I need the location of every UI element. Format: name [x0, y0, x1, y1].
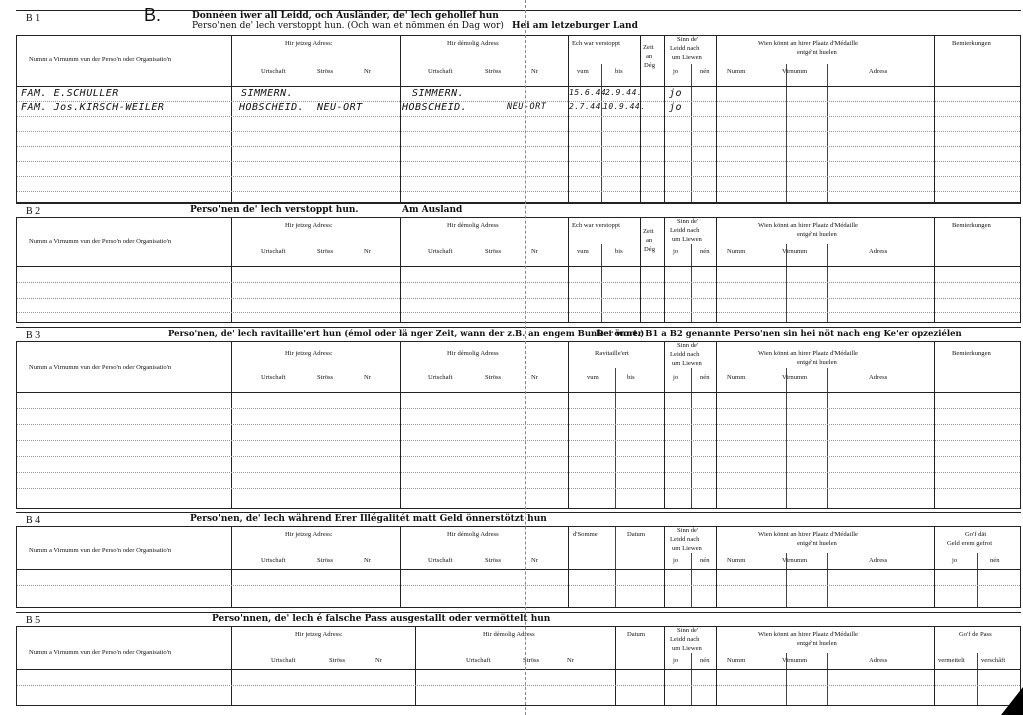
section-title: Perso'nen de' lech verstoppt hun. — [190, 205, 359, 215]
header-liewen: um Liewen — [672, 360, 702, 367]
entry-old-town: HOBSCHEID. — [402, 102, 468, 113]
header-jo: jo — [673, 68, 679, 75]
header-vum: vum — [587, 374, 599, 381]
header-wien: Wien könnt an hirer Plaatz d'Médaille — [758, 531, 858, 538]
header-vum: vum — [577, 248, 589, 255]
header-leidd: Leidd nach — [670, 351, 700, 358]
form-heading-1: Donnéen iwer all Leidd, och Ausländer, de' lech gehollef hun — [192, 11, 499, 21]
form-heading-2: Perso'nen de' lech verstoppt hun. (Och wan et nömmen én Dag wor) — [192, 21, 504, 31]
header-datum: Datum — [627, 631, 645, 638]
header-nr: Nr — [531, 248, 538, 255]
section-title: Perso'nnen, de' lech é falsche Pass ausgestallt oder vermöttelt hun — [212, 614, 551, 624]
section-extra: Am Ausland — [402, 205, 463, 215]
header-name: Numm a Virnumm vun der Perso'n oder Organisatio'n — [29, 547, 172, 554]
header-vermettelt: vermettelt — [938, 657, 965, 664]
header-stross: Ströss — [317, 557, 334, 564]
entry-bis: 2.9.44. — [605, 88, 643, 97]
header-nen: nén — [700, 657, 710, 664]
header-urtschaft: Urtschaft — [261, 557, 286, 564]
table-b2 — [16, 217, 1021, 323]
header-deg: Dég — [644, 62, 655, 69]
table-b1 — [16, 35, 1021, 203]
header-bis: bis — [615, 248, 623, 255]
header-sinn: Sinn de' — [677, 527, 699, 534]
header-numm: Numm — [727, 657, 746, 664]
header-zeit: Zeit — [643, 228, 654, 235]
section-id: B 2 — [26, 206, 41, 217]
header-bis: bis — [627, 374, 635, 381]
header-urtschaft: Urtschaft — [261, 374, 286, 381]
header-nr: Nr — [364, 374, 371, 381]
entry-bis: 10.9.44. — [603, 102, 646, 111]
header-old-address: Hir démolig Adress — [447, 350, 499, 357]
form-letter: B. — [144, 5, 162, 25]
header-zeit: Zeit — [643, 44, 654, 51]
entry-vum: 15.6.44. — [569, 88, 612, 97]
header-adress: Adress — [869, 657, 888, 664]
header-wien: Wien könnt an hirer Plaatz d'Médaille — [758, 222, 858, 229]
header-entgent: entgé'nt huelen — [797, 540, 837, 547]
header-an: an — [646, 53, 653, 60]
header-jo: jo — [952, 557, 958, 564]
header-bemierkungen: Bemierkungen — [952, 222, 991, 229]
table-b4 — [16, 526, 1021, 608]
section-id: B 3 — [26, 330, 41, 341]
header-entgent: entgé'nt huelen — [797, 640, 837, 647]
entry-jo: jo — [669, 102, 683, 113]
page-corner — [1001, 687, 1023, 715]
header-deg: Dég — [644, 246, 655, 253]
header-verstoppt: Ech war verstoppt — [572, 40, 620, 47]
header-verstoppt: Ech war verstoppt — [572, 222, 620, 229]
section-title: Perso'nen, de' lech während Erer Illégalitét matt Geld önnerstötzt hun — [190, 514, 547, 524]
header-gof-pass: Go'f de Pass — [959, 631, 992, 638]
header-name: Numm a Virnumm vun der Perso'n oder Organisatio'n — [29, 238, 172, 245]
header-urtschaft: Urtschaft — [261, 248, 286, 255]
header-nr: Nr — [364, 557, 371, 564]
header-urtschaft: Urtschaft — [428, 68, 453, 75]
header-vum: vum — [577, 68, 589, 75]
header-adress: Adress — [869, 557, 888, 564]
header-name: Numm a Virnumm vun der Perso'n oder Organisatio'n — [29, 56, 172, 63]
header-stross: Ströss — [485, 374, 502, 381]
header-nr: Nr — [364, 68, 371, 75]
header-bis: bis — [615, 68, 623, 75]
header-cur-address: Hir jetzeg Adress: — [285, 40, 333, 47]
header-datum: Datum — [627, 531, 645, 538]
header-adress: Adress — [869, 68, 888, 75]
header-jo: jo — [673, 557, 679, 564]
header-liewen: um Liewen — [672, 54, 702, 61]
header-urtschaft: Urtschaft — [271, 657, 296, 664]
header-urtschaft: Urtschaft — [466, 657, 491, 664]
header-urtschaft: Urtschaft — [428, 374, 453, 381]
header-cur-address: Hir jetzeg Adress: — [295, 631, 343, 638]
header-nen: nén — [700, 248, 710, 255]
section-b2 — [16, 203, 1021, 324]
header-stross: Ströss — [485, 68, 502, 75]
entry-cur-street: NEU-ORT — [317, 102, 363, 113]
header-numm: Numm — [727, 68, 746, 75]
entry-old-town: SIMMERN. — [412, 88, 465, 99]
header-stross: Ströss — [317, 248, 334, 255]
header-bemierkungen: Bemierkungen — [952, 40, 991, 47]
header-entgent: entgé'nt huelen — [797, 231, 837, 238]
entry-jo: jo — [669, 88, 683, 99]
header-virnumm: Virnumm — [782, 68, 808, 75]
header-old-address: Hir démolig Adress — [447, 531, 499, 538]
header-nr: Nr — [567, 657, 574, 664]
header-nen: nén — [990, 557, 1000, 564]
header-old-address: Hir démolig Adress — [447, 40, 499, 47]
header-leidd: Leidd nach — [670, 536, 700, 543]
header-leidd: Leidd nach — [670, 45, 700, 52]
section-id: B 4 — [26, 515, 41, 526]
header-stross: Ströss — [485, 557, 502, 564]
header-leidd: Leidd nach — [670, 227, 700, 234]
header-old-address: Hir démolig Adress — [483, 631, 535, 638]
header-nen: nén — [700, 68, 710, 75]
header-virnumm: Virnumm — [782, 374, 808, 381]
section-id: B 1 — [26, 13, 41, 24]
header-numm: Numm — [727, 374, 746, 381]
header-somme: d'Somme — [573, 531, 598, 538]
header-entgent: entgé'nt huelen — [797, 49, 837, 56]
header-nen: nén — [700, 374, 710, 381]
section-extra: De' önner B1 a B2 genannte Perso'nen sin hei nöt nach eng Ke'er opzeziélen — [596, 329, 962, 339]
header-liewen: um Liewen — [672, 236, 702, 243]
header-liewen: um Liewen — [672, 645, 702, 652]
entry-old-street: NEU-ORT — [507, 102, 547, 112]
header-verschaft: verschâft — [981, 657, 1006, 664]
header-stross: Ströss — [523, 657, 540, 664]
header-wien: Wien könnt an hirer Plaatz d'Médaille — [758, 40, 858, 47]
fold-line — [525, 0, 526, 715]
header-adress: Adress — [869, 248, 888, 255]
header-stross: Ströss — [485, 248, 502, 255]
section-b4 — [16, 512, 1021, 609]
header-virnumm: Virnumm — [782, 657, 808, 664]
header-entgent: entgé'nt huelen — [797, 359, 837, 366]
header-adress: Adress — [869, 374, 888, 381]
header-jo: jo — [673, 248, 679, 255]
header-jo: jo — [673, 374, 679, 381]
header-nr: Nr — [364, 248, 371, 255]
header-nen: nén — [700, 557, 710, 564]
section-b1 — [16, 5, 1021, 203]
section-b3 — [16, 327, 1021, 511]
table-b5 — [16, 626, 1021, 706]
header-cur-address: Hir jetzeg Adress: — [285, 531, 333, 538]
header-liewen: um Liewen — [672, 545, 702, 552]
header-numm: Numm — [727, 557, 746, 564]
header-stross: Ströss — [329, 657, 346, 664]
header-bemierkungen: Bemierkungen — [952, 350, 991, 357]
header-nr: Nr — [531, 68, 538, 75]
entry-name: FAM. E.SCHULLER — [21, 88, 119, 99]
header-virnumm: Virnumm — [782, 557, 808, 564]
header-jo: jo — [673, 657, 679, 664]
header-old-address: Hir démolig Adress — [447, 222, 499, 229]
header-name: Numm a Virnumm vun der Perso'n oder Organisatio'n — [29, 364, 172, 371]
entry-name: FAM. Jos.KIRSCH-WEILER — [21, 102, 165, 113]
header-numm: Numm — [727, 248, 746, 255]
header-urtschaft: Urtschaft — [261, 68, 286, 75]
header-urtschaft: Urtschaft — [428, 248, 453, 255]
header-wien: Wien könnt an hirer Plaatz d'Médaille — [758, 350, 858, 357]
entry-vum: 2.7.44. — [569, 102, 607, 111]
header-nr: Nr — [531, 557, 538, 564]
header-nr: Nr — [531, 374, 538, 381]
entry-cur-town: SIMMERN. — [241, 88, 294, 99]
header-stross: Ströss — [317, 374, 334, 381]
header-ravitaille: Ravitaille'ert — [595, 350, 629, 357]
header-an: an — [646, 237, 653, 244]
header-nr: Nr — [375, 657, 382, 664]
section-title: Perso'nen, de' lech ravitaille'ert hun (émol oder lä nger Zeit, wann der z.B. an engem Bunker wort.) — [168, 329, 645, 339]
header-sinn: Sinn de' — [677, 36, 699, 43]
header-urtschaft: Urtschaft — [428, 557, 453, 564]
section-id: B 5 — [26, 615, 41, 626]
section-b5 — [16, 612, 1021, 713]
header-sinn: Sinn de' — [677, 342, 699, 349]
entry-cur-town: HOBSCHEID. — [239, 102, 305, 113]
header-stross: Ströss — [317, 68, 334, 75]
header-wien: Wien könnt an hirer Plaatz d'Médaille — [758, 631, 858, 638]
table-b3 — [16, 341, 1021, 509]
header-cur-address: Hir jetzeg Adress: — [285, 350, 333, 357]
header-gof: Go'f dät — [965, 531, 987, 538]
header-cur-address: Hir jetzeg Adress: — [285, 222, 333, 229]
header-virnumm: Virnumm — [782, 248, 808, 255]
form-heading-2b: Hei am letzeburger Land — [512, 21, 638, 31]
header-name: Numm a Virnumm vun der Perso'n oder Organisatio'n — [29, 649, 172, 656]
header-leidd: Leidd nach — [670, 636, 700, 643]
header-geld: Geld erem gefrot — [947, 540, 993, 547]
header-sinn: Sinn de' — [677, 218, 699, 225]
header-sinn: Sinn de' — [677, 627, 699, 634]
